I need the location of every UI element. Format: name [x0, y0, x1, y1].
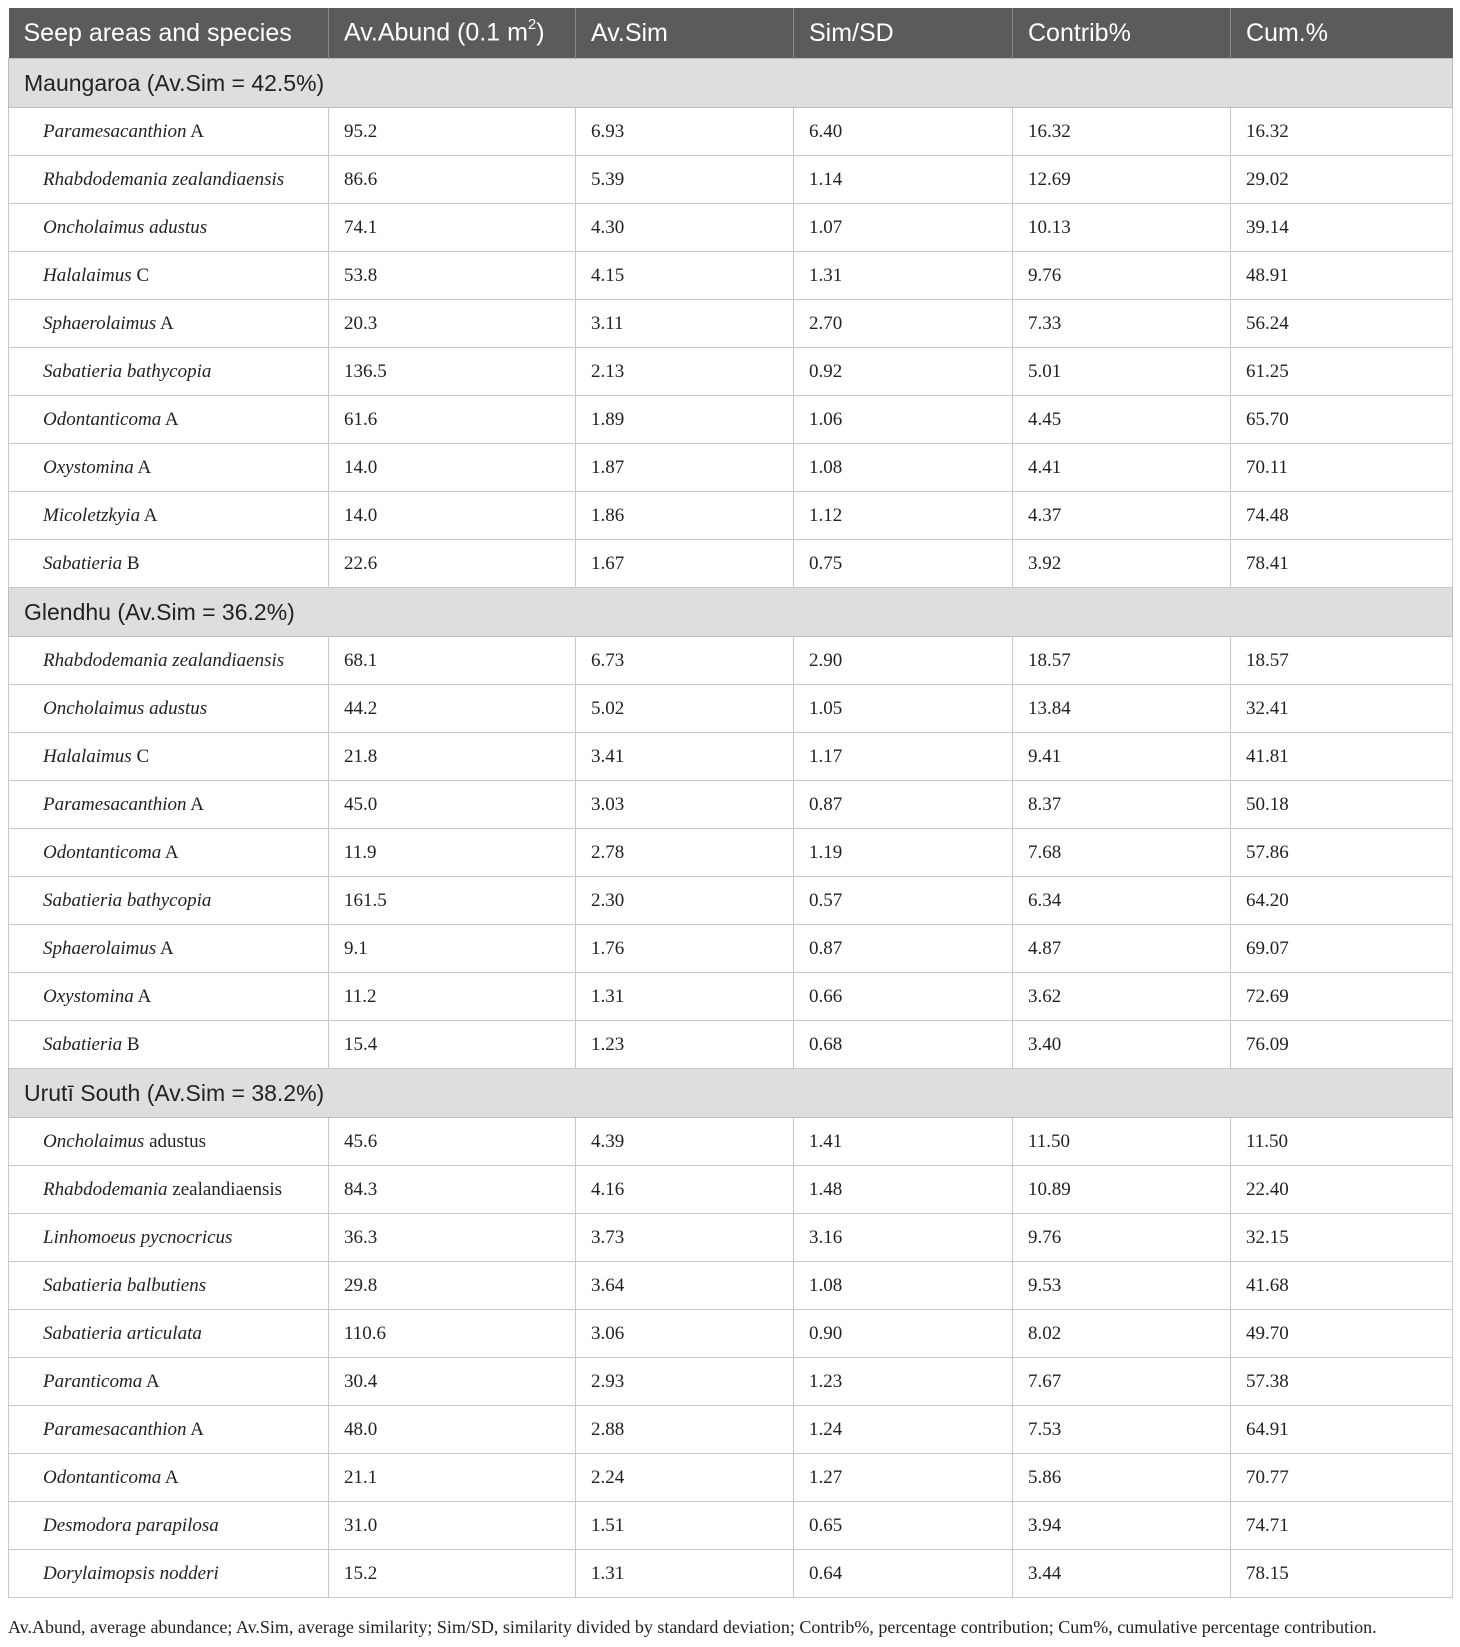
sim-sd-cell: 0.68	[794, 1021, 1013, 1069]
table-row	[9, 733, 1453, 781]
table-row	[9, 685, 1453, 733]
contrib-cell: 10.89	[1013, 1166, 1231, 1214]
cum-cell: 32.41	[1231, 685, 1453, 733]
contrib-cell: 7.33	[1013, 300, 1231, 348]
header-contrib-label: Contrib%	[1028, 18, 1131, 47]
species-genus: Desmodora	[43, 1514, 132, 1536]
av-sim-cell: 4.15	[576, 252, 794, 300]
sim-sd-cell: 0.57	[794, 877, 1013, 925]
av-sim-cell: 1.76	[576, 925, 794, 973]
contrib-cell: 16.32	[1013, 108, 1231, 156]
contrib-cell: 12.69	[1013, 156, 1231, 204]
species-qualifier: B	[126, 1033, 140, 1055]
av-sim-cell: 5.39	[576, 156, 794, 204]
species-genus: Oxystomina	[43, 985, 134, 1007]
contrib-cell: 9.41	[1013, 733, 1231, 781]
cum-cell: 41.81	[1231, 733, 1453, 781]
av-sim-cell: 3.03	[576, 781, 794, 829]
sim-sd-cell: 1.06	[794, 396, 1013, 444]
table-row	[9, 973, 1453, 1021]
sim-sd-cell: 1.19	[794, 829, 1013, 877]
av-abund-cell: 21.1	[329, 1454, 576, 1502]
av-sim-cell: 1.31	[576, 1550, 794, 1598]
header-sim-sd-label: Sim/SD	[809, 18, 894, 47]
av-sim-cell: 1.89	[576, 396, 794, 444]
species-cell	[9, 156, 329, 204]
group-title: Glendhu (Av.Sim = 36.2%)	[9, 588, 1453, 637]
species-qualifier: A	[137, 456, 152, 478]
species-qualifier: A	[145, 1370, 160, 1392]
species-cell	[9, 396, 329, 444]
cum-cell: 70.77	[1231, 1454, 1453, 1502]
table-row	[9, 1454, 1453, 1502]
header-sim-sd	[794, 8, 1013, 59]
table-row	[9, 204, 1453, 252]
av-abund-cell: 84.3	[329, 1166, 576, 1214]
av-abund-cell: 86.6	[329, 156, 576, 204]
sim-sd-cell: 1.17	[794, 733, 1013, 781]
table-row	[9, 444, 1453, 492]
species-cell	[9, 925, 329, 973]
cum-cell: 32.15	[1231, 1214, 1453, 1262]
species-qualifier: B	[126, 552, 140, 574]
cum-cell: 69.07	[1231, 925, 1453, 973]
species-cell	[9, 108, 329, 156]
species-genus: Odontanticoma	[43, 841, 162, 863]
contrib-cell: 18.57	[1013, 637, 1231, 685]
sim-sd-cell: 2.90	[794, 637, 1013, 685]
table-row	[9, 396, 1453, 444]
contrib-cell: 4.37	[1013, 492, 1231, 540]
header-row	[9, 8, 1453, 59]
group-title: Urutī South (Av.Sim = 38.2%)	[9, 1069, 1453, 1118]
header-contrib	[1013, 8, 1231, 59]
table-row	[9, 108, 1453, 156]
species-genus: Odontanticoma	[43, 1466, 162, 1488]
species-cell	[9, 1021, 329, 1069]
av-sim-cell: 2.88	[576, 1406, 794, 1454]
species-genus: Sabatieria	[43, 1322, 123, 1344]
cum-cell: 41.68	[1231, 1262, 1453, 1310]
cum-cell: 64.91	[1231, 1406, 1453, 1454]
av-sim-cell: 1.87	[576, 444, 794, 492]
group-title: Maungaroa (Av.Sim = 42.5%)	[9, 59, 1453, 108]
av-abund-cell: 15.4	[329, 1021, 576, 1069]
av-abund-cell: 44.2	[329, 685, 576, 733]
species-genus: Micoletzkyia	[43, 504, 141, 526]
av-abund-cell: 136.5	[329, 348, 576, 396]
header-species	[9, 8, 329, 59]
cum-cell: 18.57	[1231, 637, 1453, 685]
sim-sd-cell: 1.05	[794, 685, 1013, 733]
species-cell	[9, 444, 329, 492]
header-av-sim	[576, 8, 794, 59]
av-sim-cell: 1.31	[576, 973, 794, 1021]
species-genus: Sabatieria	[43, 552, 123, 574]
header-cum-label: Cum.%	[1246, 18, 1328, 47]
cum-cell: 48.91	[1231, 252, 1453, 300]
species-qualifier: A	[190, 120, 204, 142]
species-epithet: articulata	[126, 1322, 202, 1344]
av-sim-cell: 3.11	[576, 300, 794, 348]
species-epithet: zealandiaensis	[172, 649, 285, 671]
sim-sd-cell: 0.66	[794, 973, 1013, 1021]
species-genus: Halalaimus	[43, 264, 132, 286]
av-sim-cell: 2.93	[576, 1358, 794, 1406]
sim-sd-cell: 1.48	[794, 1166, 1013, 1214]
av-abund-cell: 48.0	[329, 1406, 576, 1454]
table-row	[9, 1214, 1453, 1262]
contrib-cell: 9.76	[1013, 252, 1231, 300]
cum-cell: 56.24	[1231, 300, 1453, 348]
species-cell	[9, 1406, 329, 1454]
cum-cell: 57.86	[1231, 829, 1453, 877]
header-species-label: Seep areas and species	[23, 18, 292, 47]
contrib-cell: 9.53	[1013, 1262, 1231, 1310]
sim-sd-cell: 1.12	[794, 492, 1013, 540]
contrib-cell: 11.50	[1013, 1118, 1231, 1166]
av-abund-cell: 61.6	[329, 396, 576, 444]
av-abund-cell: 15.2	[329, 1550, 576, 1598]
species-epithet: adustus	[149, 697, 208, 719]
contrib-cell: 7.67	[1013, 1358, 1231, 1406]
header-av-abund-label: Av.Abund (0.1 m	[344, 18, 528, 47]
group-row	[9, 588, 1453, 637]
table-row	[9, 156, 1453, 204]
sim-sd-cell: 1.23	[794, 1358, 1013, 1406]
av-sim-cell: 2.30	[576, 877, 794, 925]
table-row	[9, 300, 1453, 348]
species-genus: Rhabdodemania	[43, 1178, 168, 1200]
table-row	[9, 781, 1453, 829]
species-genus: Sabatieria	[43, 1274, 123, 1296]
av-sim-cell: 3.41	[576, 733, 794, 781]
cum-cell: 29.02	[1231, 156, 1453, 204]
species-genus: Dorylaimopsis	[43, 1562, 155, 1584]
species-genus: Odontanticoma	[43, 408, 162, 430]
table-row	[9, 1021, 1453, 1069]
species-qualifier: A	[143, 504, 158, 526]
cum-cell: 78.41	[1231, 540, 1453, 588]
species-qualifier: A	[190, 1418, 204, 1440]
av-sim-cell: 2.13	[576, 348, 794, 396]
sim-sd-cell: 3.16	[794, 1214, 1013, 1262]
table-row	[9, 252, 1453, 300]
species-cell	[9, 492, 329, 540]
species-epithet: zealandiaensis	[172, 168, 285, 190]
species-cell	[9, 252, 329, 300]
av-sim-cell: 2.78	[576, 829, 794, 877]
av-abund-cell: 14.0	[329, 444, 576, 492]
table-header	[9, 8, 1453, 59]
cum-cell: 11.50	[1231, 1118, 1453, 1166]
species-cell	[9, 685, 329, 733]
species-genus: Paranticoma	[43, 1370, 143, 1392]
av-abund-cell: 53.8	[329, 252, 576, 300]
species-epithet: adustus	[149, 216, 208, 238]
species-qualifier: A	[160, 937, 174, 959]
av-sim-cell: 4.16	[576, 1166, 794, 1214]
contrib-cell: 3.62	[1013, 973, 1231, 1021]
sim-sd-cell: 1.24	[794, 1406, 1013, 1454]
av-abund-cell: 29.8	[329, 1262, 576, 1310]
av-abund-cell: 11.2	[329, 973, 576, 1021]
av-sim-cell: 3.73	[576, 1214, 794, 1262]
contrib-cell: 8.37	[1013, 781, 1231, 829]
av-abund-cell: 95.2	[329, 108, 576, 156]
species-cell	[9, 1502, 329, 1550]
species-genus: Paramesacanthion	[43, 120, 187, 142]
species-cell	[9, 1550, 329, 1598]
sim-sd-cell: 1.31	[794, 252, 1013, 300]
av-abund-cell: 110.6	[329, 1310, 576, 1358]
cum-cell: 50.18	[1231, 781, 1453, 829]
av-sim-cell: 3.06	[576, 1310, 794, 1358]
contrib-cell: 8.02	[1013, 1310, 1231, 1358]
species-epithet: pycnocricus	[140, 1226, 233, 1248]
sim-sd-cell: 1.08	[794, 444, 1013, 492]
species-genus: Paramesacanthion	[43, 1418, 187, 1440]
av-sim-cell: 6.93	[576, 108, 794, 156]
contrib-cell: 5.01	[1013, 348, 1231, 396]
cum-cell: 22.40	[1231, 1166, 1453, 1214]
av-abund-cell: 20.3	[329, 300, 576, 348]
sim-sd-cell: 1.41	[794, 1118, 1013, 1166]
av-sim-cell: 6.73	[576, 637, 794, 685]
contrib-cell: 7.53	[1013, 1406, 1231, 1454]
av-abund-cell: 30.4	[329, 1358, 576, 1406]
table-row	[9, 540, 1453, 588]
species-cell	[9, 204, 329, 252]
species-genus: Rhabdodemania	[43, 168, 168, 190]
contrib-cell: 5.86	[1013, 1454, 1231, 1502]
species-genus: Sphaerolaimus	[43, 312, 157, 334]
species-qualifier: A	[164, 841, 179, 863]
table-row	[9, 829, 1453, 877]
sim-sd-cell: 0.90	[794, 1310, 1013, 1358]
sim-sd-cell: 0.87	[794, 781, 1013, 829]
table-row	[9, 877, 1453, 925]
species-genus: Rhabdodemania	[43, 649, 168, 671]
species-genus: Paramesacanthion	[43, 793, 187, 815]
cum-cell: 49.70	[1231, 1310, 1453, 1358]
species-cell	[9, 1310, 329, 1358]
sim-sd-cell: 6.40	[794, 108, 1013, 156]
cum-cell: 57.38	[1231, 1358, 1453, 1406]
species-qualifier: A	[190, 793, 204, 815]
cum-cell: 65.70	[1231, 396, 1453, 444]
cum-cell: 78.15	[1231, 1550, 1453, 1598]
species-genus: Linhomoeus	[43, 1226, 136, 1248]
sim-sd-cell: 0.64	[794, 1550, 1013, 1598]
table-row	[9, 637, 1453, 685]
header-av-abund-superscript: 2	[527, 16, 537, 34]
species-epithet: balbutiens	[126, 1274, 207, 1296]
sim-sd-cell: 2.70	[794, 300, 1013, 348]
av-sim-cell: 2.24	[576, 1454, 794, 1502]
species-qualifier: C	[136, 745, 150, 767]
species-cell	[9, 1358, 329, 1406]
group-row	[9, 1069, 1453, 1118]
simper-table	[8, 8, 1453, 1598]
av-abund-cell: 45.0	[329, 781, 576, 829]
species-cell	[9, 1166, 329, 1214]
sim-sd-cell: 1.27	[794, 1454, 1013, 1502]
species-qualifier: A	[160, 312, 174, 334]
species-epithet: bathycopia	[126, 889, 212, 911]
av-abund-cell: 36.3	[329, 1214, 576, 1262]
species-cell	[9, 1454, 329, 1502]
sim-sd-cell: 0.75	[794, 540, 1013, 588]
cum-cell: 61.25	[1231, 348, 1453, 396]
sim-sd-cell: 0.87	[794, 925, 1013, 973]
av-abund-cell: 74.1	[329, 204, 576, 252]
species-genus: Sabatieria	[43, 889, 123, 911]
species-epithet: nodderi	[159, 1562, 219, 1584]
contrib-cell: 9.76	[1013, 1214, 1231, 1262]
species-cell	[9, 877, 329, 925]
cum-cell: 74.48	[1231, 492, 1453, 540]
contrib-cell: 6.34	[1013, 877, 1231, 925]
header-cum	[1231, 8, 1453, 59]
table-footnote: Av.Abund, average abundance; Av.Sim, average similarity; Sim/SD, similarity divided by standard deviation; Contrib%, percentage contribution; Cum%, cumulative percentage contribution.	[8, 1617, 1377, 1637]
species-cell	[9, 781, 329, 829]
contrib-cell: 3.92	[1013, 540, 1231, 588]
table-row	[9, 1118, 1453, 1166]
cum-cell: 74.71	[1231, 1502, 1453, 1550]
species-qualifier: C	[136, 264, 150, 286]
species-cell	[9, 829, 329, 877]
table-row	[9, 1550, 1453, 1598]
sim-sd-cell: 0.92	[794, 348, 1013, 396]
av-abund-cell: 11.9	[329, 829, 576, 877]
table-row	[9, 1262, 1453, 1310]
species-epithet: parapilosa	[136, 1514, 219, 1536]
cum-cell: 64.20	[1231, 877, 1453, 925]
contrib-cell: 7.68	[1013, 829, 1231, 877]
sim-sd-cell: 1.14	[794, 156, 1013, 204]
av-abund-cell: 21.8	[329, 733, 576, 781]
species-epithet: bathycopia	[126, 360, 212, 382]
group-row	[9, 59, 1453, 108]
sim-sd-cell: 0.65	[794, 1502, 1013, 1550]
table-row	[9, 1166, 1453, 1214]
species-genus: Oncholaimus	[43, 697, 145, 719]
cum-cell: 16.32	[1231, 108, 1453, 156]
cum-cell: 72.69	[1231, 973, 1453, 1021]
species-cell	[9, 733, 329, 781]
contrib-cell: 4.87	[1013, 925, 1231, 973]
table-row	[9, 1310, 1453, 1358]
species-cell	[9, 1214, 329, 1262]
cum-cell: 39.14	[1231, 204, 1453, 252]
table-row	[9, 1358, 1453, 1406]
contrib-cell: 3.94	[1013, 1502, 1231, 1550]
table-row	[9, 1502, 1453, 1550]
av-abund-cell: 14.0	[329, 492, 576, 540]
av-abund-cell: 22.6	[329, 540, 576, 588]
av-sim-cell: 5.02	[576, 685, 794, 733]
av-sim-cell: 3.64	[576, 1262, 794, 1310]
table-container	[8, 8, 1452, 1598]
av-sim-cell: 1.86	[576, 492, 794, 540]
species-genus: Sabatieria	[43, 360, 123, 382]
species-genus: Oncholaimus	[43, 1130, 145, 1152]
species-genus: Oncholaimus	[43, 216, 145, 238]
species-genus: Sphaerolaimus	[43, 937, 157, 959]
species-cell	[9, 300, 329, 348]
contrib-cell: 4.41	[1013, 444, 1231, 492]
av-abund-cell: 31.0	[329, 1502, 576, 1550]
species-qualifier: A	[137, 985, 152, 1007]
cum-cell: 70.11	[1231, 444, 1453, 492]
contrib-cell: 3.40	[1013, 1021, 1231, 1069]
species-cell	[9, 348, 329, 396]
table-body	[9, 59, 1453, 1598]
av-sim-cell: 4.39	[576, 1118, 794, 1166]
species-cell	[9, 1262, 329, 1310]
species-cell	[9, 540, 329, 588]
species-qualifier: A	[164, 1466, 179, 1488]
av-sim-cell: 1.23	[576, 1021, 794, 1069]
table-row	[9, 348, 1453, 396]
av-sim-cell: 1.51	[576, 1502, 794, 1550]
species-qualifier: zealandiaensis	[172, 1178, 283, 1200]
av-abund-cell: 45.6	[329, 1118, 576, 1166]
cum-cell: 76.09	[1231, 1021, 1453, 1069]
species-qualifier: A	[164, 408, 179, 430]
species-genus: Sabatieria	[43, 1033, 123, 1055]
av-sim-cell: 4.30	[576, 204, 794, 252]
table-row	[9, 1406, 1453, 1454]
header-av-abund	[329, 8, 576, 59]
av-sim-cell: 1.67	[576, 540, 794, 588]
table-row	[9, 925, 1453, 973]
species-cell	[9, 973, 329, 1021]
contrib-cell: 13.84	[1013, 685, 1231, 733]
sim-sd-cell: 1.08	[794, 1262, 1013, 1310]
species-genus: Halalaimus	[43, 745, 132, 767]
species-cell	[9, 637, 329, 685]
sim-sd-cell: 1.07	[794, 204, 1013, 252]
contrib-cell: 10.13	[1013, 204, 1231, 252]
species-genus: Oxystomina	[43, 456, 134, 478]
table-row	[9, 492, 1453, 540]
header-av-abund-suffix: )	[536, 18, 545, 47]
av-abund-cell: 9.1	[329, 925, 576, 973]
av-abund-cell: 68.1	[329, 637, 576, 685]
species-qualifier: adustus	[149, 1130, 207, 1152]
av-abund-cell: 161.5	[329, 877, 576, 925]
contrib-cell: 3.44	[1013, 1550, 1231, 1598]
header-av-sim-label: Av.Sim	[591, 18, 668, 47]
species-cell	[9, 1118, 329, 1166]
contrib-cell: 4.45	[1013, 396, 1231, 444]
